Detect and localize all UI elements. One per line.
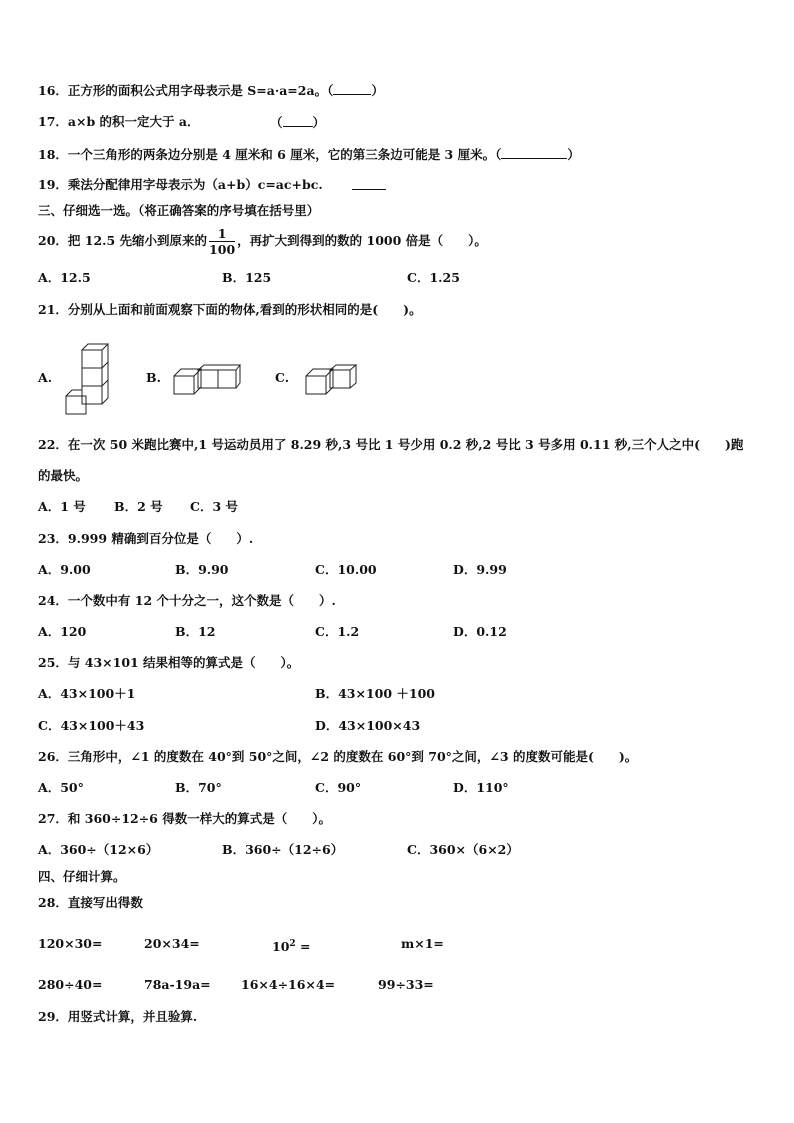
q28-calc-7: 16×4÷16×4= xyxy=(241,977,336,992)
q24-option-b[interactable]: B．12 xyxy=(175,624,216,639)
q28-calc-5: 280÷40= xyxy=(38,977,103,992)
q17-open: （ xyxy=(270,115,283,130)
q28-calc-3-equals: = xyxy=(295,939,311,955)
q26-option-b[interactable]: B．70° xyxy=(175,780,222,795)
q20-option-b[interactable]: B．125 xyxy=(222,270,272,285)
q21: 21．分别从上面和前面观察下面的物体,看到的形状相同的是( )。 xyxy=(38,302,422,317)
q17 xyxy=(38,114,200,130)
q28-calc-3-base: 10 xyxy=(272,939,290,955)
q27-option-b[interactable]: B．360÷（12÷6） xyxy=(222,842,344,857)
q24-option-a[interactable]: A．120 xyxy=(38,624,87,639)
q20 xyxy=(38,224,487,258)
q25-option-d[interactable]: D．43×100×43 xyxy=(315,718,421,733)
q25: 25．与 43×101 结果相等的算式是（ ）。 xyxy=(38,655,300,670)
q25-option-a[interactable]: A．43×100＋1 xyxy=(38,686,136,701)
q28-calc-1: 120×30= xyxy=(38,936,103,951)
q26-option-a[interactable]: A．50° xyxy=(38,780,84,795)
q26-option-d[interactable]: D．110° xyxy=(453,780,509,795)
q27-option-c[interactable]: C．360×（6×2） xyxy=(407,842,519,857)
q20-option-c[interactable]: C．1.25 xyxy=(407,270,460,285)
q22-option-c[interactable]: C．3 号 xyxy=(190,499,238,514)
q19-text: 19．乘法分配律用字母表示为（a+b）c=ac+bc. xyxy=(38,177,323,192)
q23-option-a[interactable]: A．9.00 xyxy=(38,562,91,577)
q17-answer xyxy=(270,114,325,131)
q28-calc-8: 99÷33= xyxy=(378,977,434,992)
q21-figure-b xyxy=(172,364,242,398)
q23: 23．9.999 精确到百分位是（ ）. xyxy=(38,531,254,546)
q21-figure-c xyxy=(304,364,360,398)
q28-calc-2: 20×34= xyxy=(144,936,200,951)
q20-option-a[interactable]: A．12.5 xyxy=(38,270,91,285)
q28-calc-4: m×1= xyxy=(401,936,444,951)
q18-close: ） xyxy=(567,147,580,162)
q18-answer-blank[interactable] xyxy=(501,146,567,159)
q21-option-a[interactable]: A. xyxy=(38,370,53,385)
q24-option-c[interactable]: C．1.2 xyxy=(315,624,360,639)
q18 xyxy=(38,146,580,163)
q27-option-a[interactable]: A．360÷（12×6） xyxy=(38,842,159,857)
q21-option-b[interactable]: B. xyxy=(146,370,161,385)
section-3-heading: 三、仔细选一选。（将正确答案的序号填在括号里） xyxy=(38,203,320,218)
q24: 24．一个数中有 12 个十分之一，这个数是（ ）. xyxy=(38,593,336,608)
q22-option-b[interactable]: B．2 号 xyxy=(114,499,163,514)
q29: 29．用竖式计算，并且验算. xyxy=(38,1009,198,1024)
q19-answer xyxy=(352,177,386,194)
q24-option-d[interactable]: D．0.12 xyxy=(453,624,507,639)
q23-option-c[interactable]: C．10.00 xyxy=(315,562,377,577)
q20-pre: 20．把 12.5 先缩小到原来的 xyxy=(38,233,208,248)
q16-close: ） xyxy=(371,83,384,98)
q20-fraction xyxy=(209,226,235,257)
q16-text: 16．正方形的面积公式用字母表示是 S=a·a=2a。（ xyxy=(38,83,334,98)
q26-option-c[interactable]: C．90° xyxy=(315,780,362,795)
q27: 27．和 360÷12÷6 得数一样大的算式是（ ）。 xyxy=(38,811,331,826)
q19 xyxy=(38,177,323,193)
q20-fraction-denominator: 100 xyxy=(209,242,236,257)
q23-option-d[interactable]: D．9.99 xyxy=(453,562,507,577)
q28-calc-3-exponent: 2 xyxy=(289,939,296,949)
q20-post: ，再扩大到得到的数的 1000 倍是（ ）。 xyxy=(237,233,487,248)
q17-close: ） xyxy=(312,115,326,130)
q23-option-b[interactable]: B．9.90 xyxy=(175,562,229,577)
q22-option-a[interactable]: A．1 号 xyxy=(38,499,86,514)
q21-figure-a xyxy=(64,340,114,416)
q28: 28．直接写出得数 xyxy=(38,895,143,910)
section-4-heading: 四、仔细计算。 xyxy=(38,869,126,884)
q17-answer-blank[interactable] xyxy=(283,114,313,127)
q18-text: 18．一个三角形的两条边分别是 4 厘米和 6 厘米，它的第三条边可能是 3 厘米。（ xyxy=(38,147,502,162)
q25-option-c[interactable]: C．43×100＋43 xyxy=(38,718,145,733)
q25-option-b[interactable]: B．43×100 ＋100 xyxy=(315,686,435,701)
q28-calc-6: 78a-19a= xyxy=(144,977,211,992)
q17-text: 17．a×b 的积一定大于 a． xyxy=(38,114,200,129)
q16-answer-blank[interactable] xyxy=(333,82,371,95)
q22-line-2: 的最快。 xyxy=(38,468,89,483)
q19-answer-blank[interactable] xyxy=(352,177,386,190)
q22-line-1: 22．在一次 50 米跑比赛中,1 号运动员用了 8.29 秒,3 号比 1 号少用 0.2 秒,2 号比 3 号多用 0.11 秒,三个人之中( )跑 xyxy=(38,437,744,452)
q20-fraction-numerator: 1 xyxy=(209,226,235,242)
q26: 26．三角形中，∠1 的度数在 40°到 50°之间，∠2 的度数在 60°到 70°之间，∠3 的度数可能是( )。 xyxy=(38,749,638,764)
q21-option-c[interactable]: C. xyxy=(275,370,290,385)
q28-calc-3 xyxy=(272,936,311,955)
q16 xyxy=(38,82,384,99)
